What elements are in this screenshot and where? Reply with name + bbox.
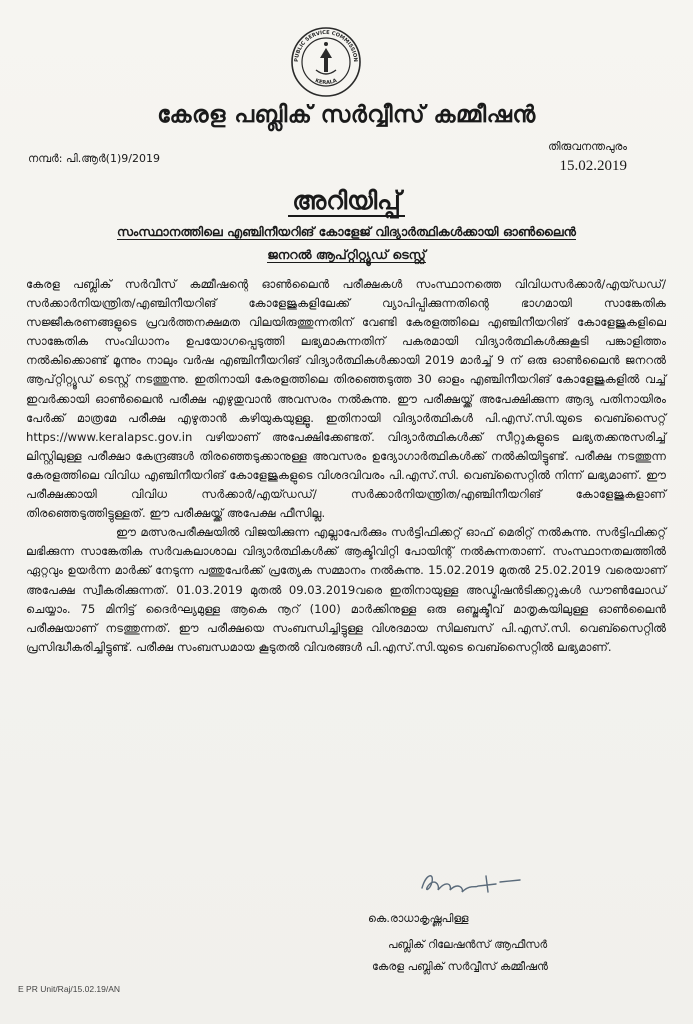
notice-subtitle-line1: സംസ്ഥാനത്തിലെ എഞ്ചിനീയറിങ് കോളേജ് വിദ്യാർത്ഥികൾക്കായി ഓൺലൈൻ <box>117 224 576 239</box>
svg-text:KERALA: KERALA <box>314 77 338 87</box>
place-label: തിരുവനന്തപുരം <box>548 140 627 153</box>
kpsc-seal-logo <box>290 26 362 98</box>
signatory-name: കെ.രാധാകൃഷ്ണപിള്ള <box>368 912 469 925</box>
handwritten-signature <box>416 866 526 900</box>
notice-subtitle-line2: ജനറൽ ആപ്റ്റിറ്റ്യൂഡ് ടെസ്റ്റ് <box>267 247 426 262</box>
notice-body <box>26 275 666 657</box>
paragraph-1: കേരള പബ്ലിക് സർവീസ് കമ്മീഷന്റെ ഓൺലൈൻ പരീക്ഷകൾ സംസ്ഥാനത്തെ വിവിധസർക്കാർ/എയ്ഡഡ്/സർക്കാർനിയന്ത്രിത/എഞ്ചിനീയറിങ് കോളേജുകളിലേക്ക് വ്യാപിപ്പിക്കുന്നതിന്റെ ഭാഗമായി സാങ്കേതിക സജ്ജീകരണങ്ങളുടെ പ്രവർത്തനക്ഷമത വിലയിരുത്തുന്നതിന് വേണ്ടി കേരളത്തിലെ എഞ്ചിനീയറിങ് കോളേജുകളിലെ സാങ്കേതിക സംവിധാനം ഉപയോഗപ്പെടുത്തി ലഭ്യമാകുന്നതിന് പകരമായി വിദ്യാർത്ഥികൾക്കുകൂടി പങ്കാളിത്തം നൽകിക്കൊണ്ട് മൂന്നും നാലും വർഷ എഞ്ചിനീയറിങ് വിദ്യാർത്ഥികൾക്കായി 2019 മാർച്ച് 9 ന് ഒരു ഓൺലൈൻ ജനറൽ ആപ്റ്റിറ്റ്യൂഡ് ടെസ്റ്റ് നടത്തുന്നു. ഇതിനായി കേരളത്തിലെ തിരഞ്ഞെടുത്ത 30 ഓളം എഞ്ചിനീയറിങ് കോളേജുകളിൽ വച്ച് ഇവർക്കായി ഓൺലൈൻ പരീക്ഷ എഴുതുവാൻ അവസരം നൽകുന്നു. ഈ പരീക്ഷയ്ക്ക് അപേക്ഷിക്കുന്ന ആദ്യ പതിനായിരം പേർക്ക് മാത്രമേ പരീക്ഷ എഴുതാൻ കഴിയുകയുള്ളൂ. ഇതിനായി വിദ്യാർത്ഥികൾ പി.എസ്.സി.യുടെ വെബ്സൈറ്റ് https://www.keralapsc.gov.in വഴിയാണ് അപേക്ഷിക്കേണ്ടത്. വിദ്യാർത്ഥികൾക്ക് സീറ്റുകളുടെ ലഭ്യതക്കനുസരിച്ച് ലിസ്റ്റിലുള്ള പരീക്ഷാ കേന്ദ്രങ്ങൾ തിരഞ്ഞെടുക്കാനുള്ള അവസരം ഉദ്യോഗാർത്ഥികൾക്ക് നൽകിയിട്ടുണ്ട്. പരീക്ഷ നടത്തുന്ന കേരളത്തിലെ വിവിധ എഞ്ചിനീയറിങ് കോളേജുകളുടെ വിശദവിവരം പി.എസ്.സി. വെബ്സൈറ്റിൽ നിന്ന് ലഭ്യമാണ്. ഈ പരീക്ഷക്കായി വിവിധ സർക്കാർ/എയ്ഡഡ്/ സർക്കാർനിയന്ത്രിത/എഞ്ചിനീയറിങ് കോളേജുകളാണ് തിരഞ്ഞെടുത്തിട്ടുള്ളത്. ഈ പരീക്ഷയ്ക്ക് അപേക്ഷ ഫീസില്ല. <box>26 277 666 521</box>
paragraph-2: ഈ മത്സരപരീക്ഷയിൽ വിജയിക്കുന്ന എല്ലാപേർക്കും സർട്ടിഫിക്കറ്റ് ഓഫ് മെരിറ്റ് നൽകുന്നു. സർട്ടിഫിക്കറ്റ് ലഭിക്കുന്ന സാങ്കേതിക സർവകലാശാല വിദ്യാർത്ഥികൾക്ക് ആക്ടിവിറ്റി പോയിന്റ് നൽകുന്നതാണ്. സംസ്ഥാനതലത്തിൽ ഏറ്റവും ഉയർന്ന മാർക്ക് നേടുന്ന പത്തുപേർക്ക് പ്രത്യേക സമ്മാനം നൽകുന്നു. 15.02.2019 മുതൽ 25.02.2019 വരെയാണ് അപേക്ഷ സ്വീകരിക്കുന്നത്. 01.03.2019 മുതൽ 09.03.2019വരെ ഇതിനായുള്ള അഡ്മിഷൻടിക്കറ്റുകൾ ഡൗൺലോഡ് ചെയ്യാം. 75 മിനിട്ട് ദൈർഘ്യമുള്ള ആകെ നൂറ് (100) മാർക്കിനുള്ള ഒരു ഒബ്ജക്ടീവ് മാതൃകയിലുള്ള ഓൺലൈൻ പരീക്ഷയാണ് നടത്തുന്നത്. ഈ പരീക്ഷയെ സംബന്ധിച്ചിട്ടുള്ള വിശദമായ സിലബസ് പി.എസ്.സി. വെബ്സൈറ്റിൽ പ്രസിദ്ധീകരിച്ചിട്ടുണ്ട്. പരീക്ഷ സംബന്ധമായ കൂടുതൽ വിവരങ്ങൾ പി.എസ്.സി.യുടെ വെബ്സൈറ്റിൽ ലഭ്യമാണ്. <box>26 525 666 654</box>
file-reference: E PR Unit/Raj/15.02.19/AN <box>18 984 121 994</box>
svg-text:PUBLIC SERVICE COMMISSION: PUBLIC SERVICE COMMISSION <box>293 29 359 63</box>
reference-number: നമ്പർ: പി.ആർ(1)9/2019 <box>28 152 160 165</box>
organization-title: കേരള പബ്ലിക് സർവ്വീസ് കമ്മീഷൻ <box>157 102 536 128</box>
notice-heading: അറിയിപ്പ് <box>0 186 693 216</box>
notice-date: 15.02.2019 <box>559 158 627 174</box>
signatory-designation: പബ്ലിക് റിലേഷൻസ് ആഫീസർ <box>388 938 548 951</box>
signatory-organization: കേരള പബ്ലിക് സർവ്വീസ് കമ്മീഷൻ <box>372 960 548 973</box>
